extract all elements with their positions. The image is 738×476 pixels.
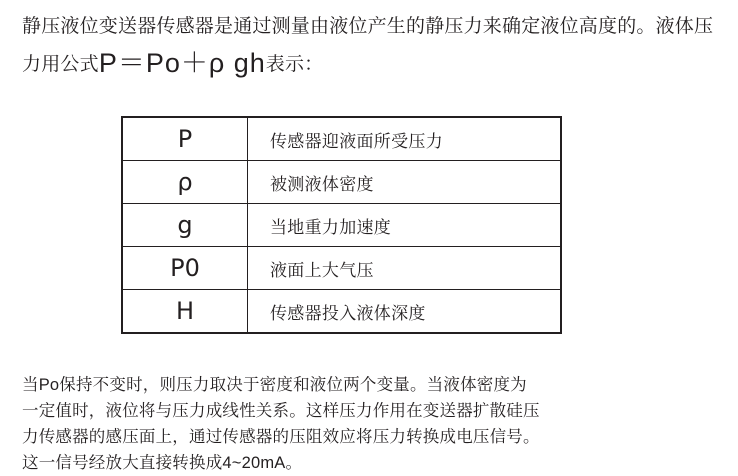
description-cell: 传感器迎液面所受压力: [248, 117, 562, 161]
symbol-cell: H: [122, 290, 248, 334]
outro-line-1: 当Po保持不变时，则压力取决于密度和液位两个变量。当液体密度为: [22, 376, 527, 394]
intro-paragraph: [22, 8, 722, 83]
legend-table-container: [121, 116, 562, 334]
description-cell: 被测液体密度: [248, 161, 562, 204]
outro-line-4: 这一信号经放大直接转换成4~20mA。: [22, 454, 303, 472]
pressure-formula: P＝Po＋ρ gh: [98, 48, 266, 78]
description-cell: 当地重力加速度: [248, 204, 562, 247]
intro-text-before-formula: 静压液位变送器传感器是通过测量由液位产生的静压力来确定液位高度的。液体压力用公式: [22, 16, 714, 75]
symbol-cell: P: [122, 117, 248, 161]
intro-text-after-formula: 表示：: [265, 54, 324, 75]
table-row: [122, 204, 561, 247]
outro-line-2: 一定值时，液位将与压力成线性关系。这样压力作用在变送器扩散硅压: [22, 402, 540, 420]
description-cell: 传感器投入液体深度: [248, 290, 562, 334]
symbol-cell: g: [122, 204, 248, 247]
table-row: [122, 290, 561, 334]
table-row: [122, 117, 561, 161]
description-cell: 液面上大气压: [248, 247, 562, 290]
table-row: [122, 247, 561, 290]
symbol-legend-table: [121, 116, 562, 334]
outro-paragraph: [22, 372, 722, 476]
table-row: [122, 161, 561, 204]
outro-line-3: 力传感器的感压面上，通过传感器的压阻效应将压力转换成电压信号。: [22, 428, 540, 446]
symbol-cell: ρ: [122, 161, 248, 204]
symbol-cell: P0: [122, 247, 248, 290]
